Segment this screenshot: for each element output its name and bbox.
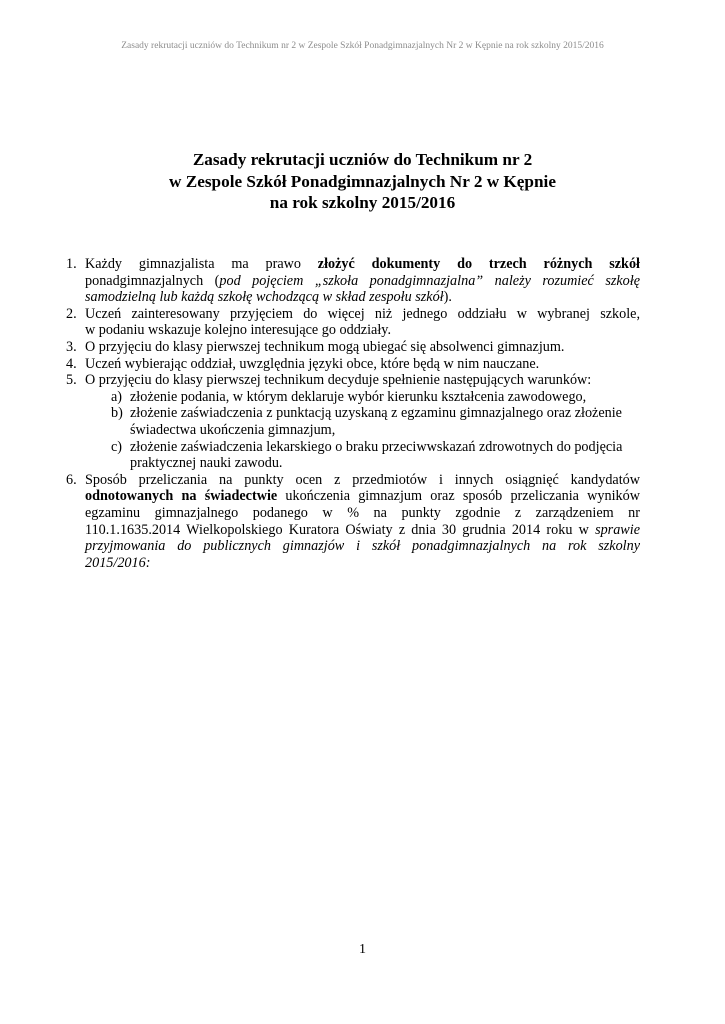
text-line: złożenie podania, w którym deklaruje wybór kierunku kształcenia zawodowego, xyxy=(130,388,587,405)
sub-item-c xyxy=(111,438,640,472)
text-line: O przyjęciu do klasy pierwszej technikum decyduje spełnienie następujących warunków: xyxy=(85,372,592,389)
italic-text: samodzielną lub każdą szkołę wchodzącą w skład zespołu szkół xyxy=(85,289,444,306)
sub-item-letter: a) xyxy=(111,388,123,405)
text-line: praktycznej nauki zawodu. xyxy=(130,455,283,472)
text-line: Uczeń wybierając oddział, uwzględnia języki obce, które będą w nim nauczane. xyxy=(85,355,540,372)
italic-text: sprawie xyxy=(595,521,640,538)
text-line xyxy=(85,273,640,290)
bold-text: odnotowanych na świadectwie xyxy=(85,488,278,505)
text-line xyxy=(85,522,640,539)
item-number: 1. xyxy=(66,256,77,272)
text-line: egzaminu gimnazjalnego podanego w % na punkty zgodnie z zarządzeniem nr xyxy=(85,504,640,521)
sub-item-a xyxy=(111,388,640,406)
rule-item-6 xyxy=(66,471,640,572)
text-line xyxy=(85,488,640,505)
text-run: ukończenia gimnazjum oraz sposób przeliczania wyników xyxy=(277,488,640,505)
text-line xyxy=(85,555,640,572)
rule-item-3 xyxy=(66,338,640,356)
sub-item-letter: b) xyxy=(111,405,123,422)
text-line: złożenie zaświadczenia lekarskiego o braku przeciwwskazań zdrowotnych do podjęcia xyxy=(130,438,623,455)
text-run: ). xyxy=(443,289,452,306)
italic-text: pod pojęciem „szkoła ponadgimnazjalna” należy rozumieć szkołę xyxy=(219,272,640,289)
rule-item-5 xyxy=(66,372,640,472)
text-line: Uczeń zainteresowany przyjęciem do więcej niż jednego oddziału w wybranej szkole, xyxy=(85,305,640,322)
sub-item-letter: c) xyxy=(111,438,123,455)
sub-item-b xyxy=(111,405,640,438)
item-number: 6. xyxy=(66,471,77,488)
title-line-1: Zasady rekrutacji uczniów do Technikum nr 2 xyxy=(192,150,533,169)
bold-text: złożyć dokumenty do trzech różnych szkół xyxy=(317,256,640,272)
italic-text: 2015/2016: xyxy=(85,554,151,571)
document-title xyxy=(0,149,725,214)
text-line xyxy=(85,289,640,306)
item-number: 4. xyxy=(66,355,77,372)
text-run: Każdy gimnazjalista ma prawo xyxy=(85,256,318,272)
text-line: Sposób przeliczania na punkty ocen z przedmiotów i innych osiągnięć kandydatów xyxy=(85,471,640,488)
italic-text: przyjmowania do publicznych gimnazjów i szkół ponadgimnazjalnych na rok szkolny xyxy=(85,538,640,555)
item-number: 3. xyxy=(66,338,77,355)
title-line-2: w Zespole Szkół Ponadgimnazjalnych Nr 2 w Kępnie xyxy=(169,171,556,191)
rule-item-1 xyxy=(66,256,640,306)
text-line xyxy=(85,256,640,273)
rules-list xyxy=(0,256,725,571)
text-line: świadectwa ukończenia gimnazjum, xyxy=(130,421,336,438)
item-number: 5. xyxy=(66,372,77,389)
item-number: 2. xyxy=(66,305,77,322)
text-line xyxy=(85,538,640,555)
text-run: ponadgimnazjalnych ( xyxy=(85,272,220,289)
title-line-3: na rok szkolny 2015/2016 xyxy=(269,193,456,212)
text-line: O przyjęciu do klasy pierwszej technikum mogą ubiegać się absolwenci gimnazjum. xyxy=(85,338,565,355)
rule-item-2 xyxy=(66,305,640,339)
page-number: 1 xyxy=(359,942,366,957)
text-run: 110.1.1635.2014 Wielkopolskiego Kuratora Oświaty z dnia 30 grudnia 2014 roku w xyxy=(85,521,596,538)
text-line: złożenie zaświadczenia z punktacją uzyskaną z egzaminu gimnazjalnego oraz złożenie xyxy=(130,405,622,422)
running-header: Zasady rekrutacji uczniów do Technikum nr 2 w Zespole Szkół Ponadgimnazjalnych Nr 2 w Kępnie na rok szkolny 2015/2016 xyxy=(121,41,604,51)
text-line: w podaniu wskazuje kolejno interesujące go oddziały. xyxy=(85,322,391,339)
rule-item-4 xyxy=(66,355,640,373)
